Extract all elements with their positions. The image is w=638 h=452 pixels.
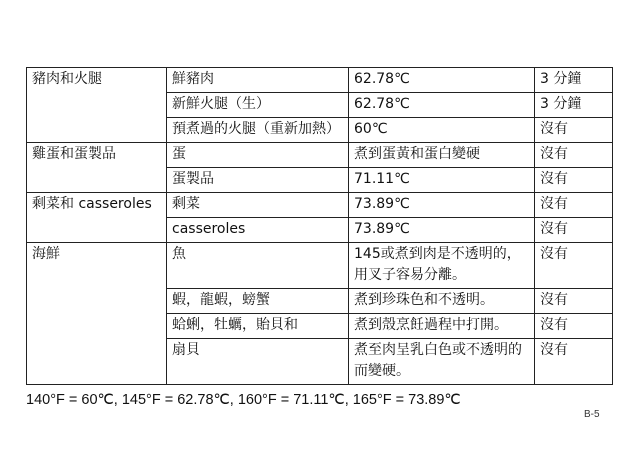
temperature-cell: 煮到蛋黃和蛋白變硬	[349, 143, 535, 168]
item-cell: 剩菜	[167, 193, 349, 218]
time-cell: 沒有	[535, 289, 613, 314]
time-cell: 3 分鐘	[535, 93, 613, 118]
table-row	[27, 193, 613, 218]
time-cell: 沒有	[535, 218, 613, 243]
conversion-footnote: 140°F = 60℃, 145°F = 62.78℃, 160°F = 71.11℃, 165°F = 73.89℃	[26, 392, 461, 408]
temperature-cell: 71.11℃	[349, 168, 535, 193]
time-cell: 沒有	[535, 168, 613, 193]
category-cell: 豬肉和火腿	[27, 68, 167, 143]
item-cell: 鮮豬肉	[167, 68, 349, 93]
time-cell: 沒有	[535, 314, 613, 339]
temperature-cell: 煮到珍珠色和不透明。	[349, 289, 535, 314]
temperature-cell: 煮到殼烹飪過程中打開。	[349, 314, 535, 339]
temperature-cell: 62.78℃	[349, 93, 535, 118]
table-row	[27, 68, 613, 93]
item-cell: 新鮮火腿（生）	[167, 93, 349, 118]
time-cell: 沒有	[535, 243, 613, 289]
item-cell: casseroles	[167, 218, 349, 243]
temperature-cell: 62.78℃	[349, 68, 535, 93]
item-cell: 預煮過的火腿（重新加熱）	[167, 118, 349, 143]
item-cell: 蛤蜊，牡蠣，貽貝和	[167, 314, 349, 339]
item-cell: 魚	[167, 243, 349, 289]
temperature-cell: 煮至肉呈乳白色或不透明的而變硬。	[349, 339, 535, 385]
temperature-cell: 73.89℃	[349, 193, 535, 218]
category-cell: 海鮮	[27, 243, 167, 385]
temperature-cell: 73.89℃	[349, 218, 535, 243]
page-number: B-5	[584, 409, 600, 420]
item-cell: 蝦，龍蝦，螃蟹	[167, 289, 349, 314]
time-cell: 沒有	[535, 339, 613, 385]
table-row	[27, 243, 613, 289]
time-cell: 沒有	[535, 193, 613, 218]
category-cell: 剩菜和 casseroles	[27, 193, 167, 243]
food-temperature-table	[26, 67, 613, 385]
time-cell: 3 分鐘	[535, 68, 613, 93]
item-cell: 蛋製品	[167, 168, 349, 193]
temperature-cell: 145或煮到肉是不透明的，用叉子容易分離。	[349, 243, 535, 289]
time-cell: 沒有	[535, 118, 613, 143]
time-cell: 沒有	[535, 143, 613, 168]
temperature-cell: 60℃	[349, 118, 535, 143]
table-row	[27, 143, 613, 168]
category-cell: 雞蛋和蛋製品	[27, 143, 167, 193]
item-cell: 蛋	[167, 143, 349, 168]
item-cell: 扇貝	[167, 339, 349, 385]
